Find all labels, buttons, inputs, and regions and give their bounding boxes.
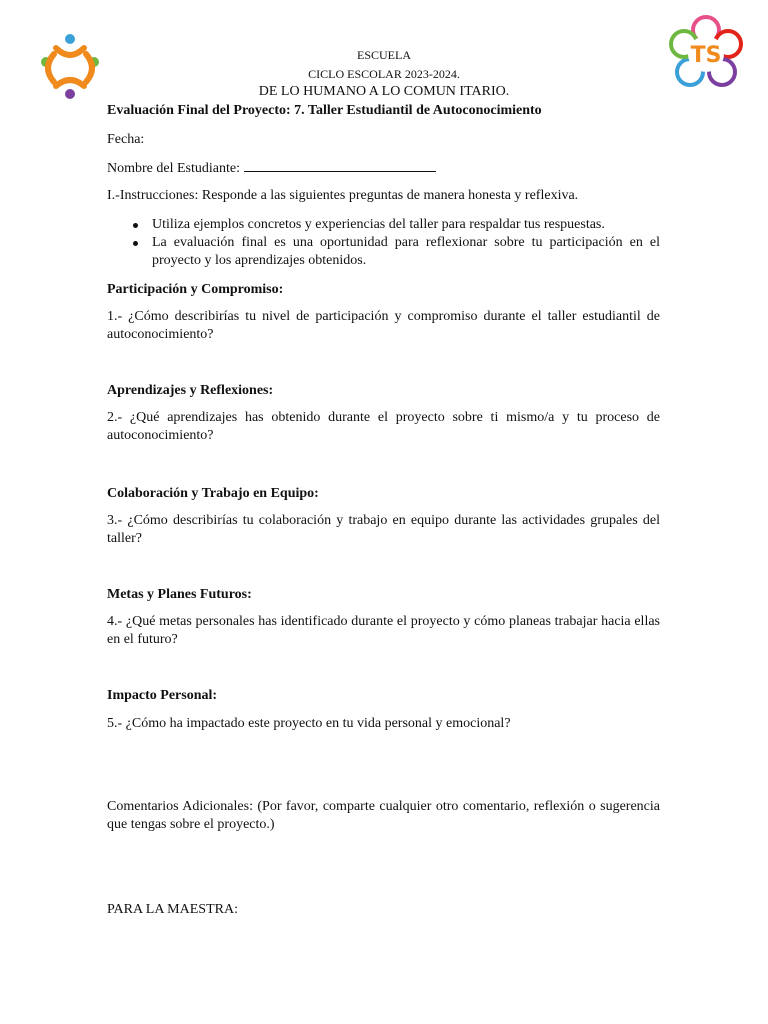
school-name: ESCUELA — [357, 48, 411, 62]
instructions-list — [107, 216, 660, 270]
additional-comments: Comentarios Adicionales: (Por favor, comparte cualquier otro comentario, reflexión o sugerencia que tengas sobre el proyecto.) — [107, 799, 660, 832]
question-5: 5.- ¿Cómo ha impactado este proyecto en tu vida personal y emocional? — [107, 716, 511, 731]
school-motto: DE LO HUMANO A LO COMUN ITARIO. — [258, 84, 510, 99]
document-title: Evaluación Final del Proyecto: 7. Taller Estudiantil de Autoconocimiento — [107, 103, 542, 118]
section-heading: Impacto Personal: — [107, 688, 218, 703]
question-2: 2.- ¿Qué aprendizajes has obtenido durante el proyecto sobre ti mismo/a y tu proceso de autoconocimiento? — [107, 410, 660, 443]
list-item: La evaluación final es una oportunidad para reflexionar sobre tu participación en el proyecto y los aprendizajes obtenidos. — [152, 235, 660, 268]
question-3: 3.- ¿Cómo describirías tu colaboración y trabajo en equipo durante las actividades grupales del taller? — [107, 513, 660, 546]
section-heading: Aprendizajes y Reflexiones: — [107, 383, 274, 398]
teacher-section-label: PARA LA MAESTRA: — [107, 902, 238, 917]
student-name-blank[interactable] — [244, 159, 436, 172]
student-name-label: Nombre del Estudiante: — [107, 161, 240, 176]
section-heading: Colaboración y Trabajo en Equipo: — [107, 486, 319, 501]
question-1: 1.- ¿Cómo describirías tu nivel de participación y compromiso durante el taller estudiantil de autoconocimiento? — [107, 309, 660, 342]
student-name-field[interactable] — [107, 159, 660, 178]
logo-text: TS — [690, 43, 722, 68]
instructions: I.-Instrucciones: Responde a las siguientes preguntas de manera honesta y reflexiva. — [107, 188, 579, 203]
section-heading: Metas y Planes Futuros: — [107, 587, 252, 602]
list-item: Utiliza ejemplos concretos y experiencias del taller para respaldar tus respuestas. — [152, 216, 660, 234]
question-4: 4.- ¿Qué metas personales has identificado durante el proyecto y cómo planeas trabajar hacia ellas en el futuro? — [107, 614, 660, 647]
section-heading: Participación y Compromiso: — [107, 282, 284, 297]
date-label: Fecha: — [107, 132, 145, 147]
school-cycle: CICLO ESCOLAR 2023-2024. — [308, 67, 460, 81]
